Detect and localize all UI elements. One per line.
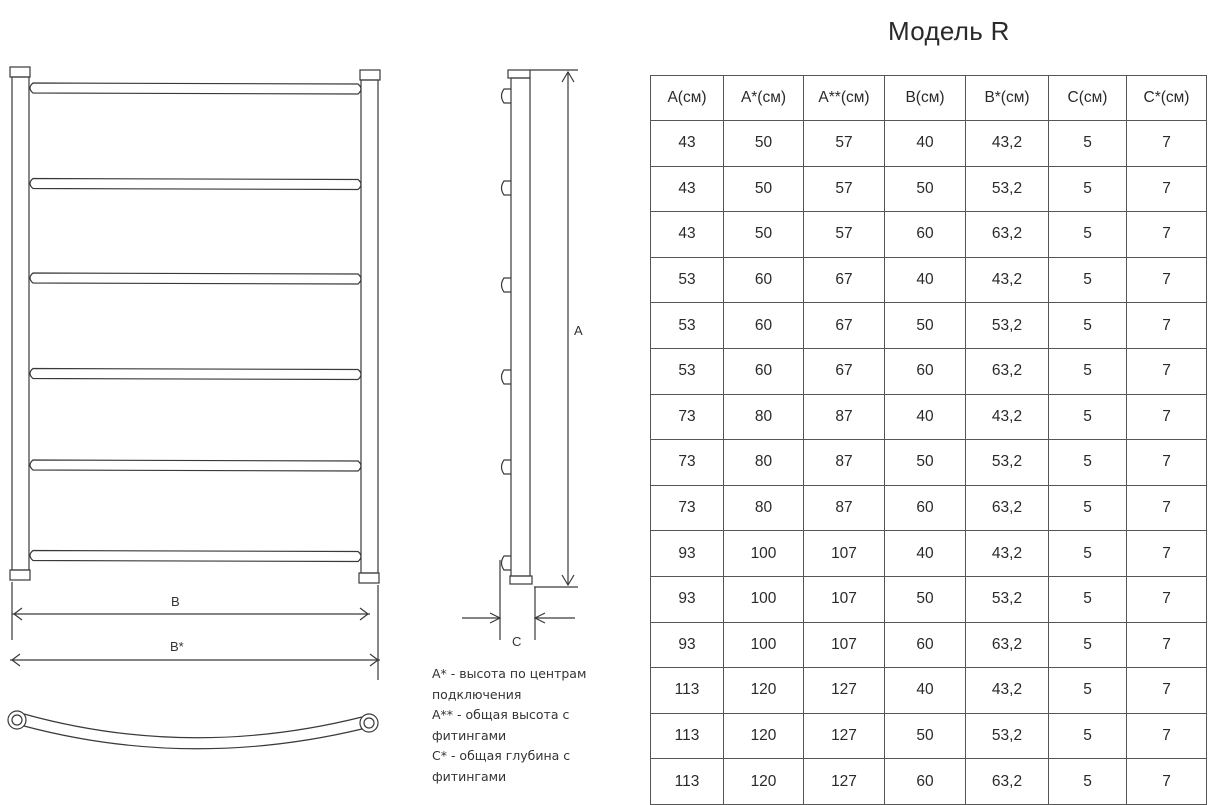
- table-row: [651, 531, 1207, 577]
- table-cell: 5: [1049, 348, 1127, 394]
- right-post-cap-bottom: [359, 573, 379, 583]
- table-cell: 100: [724, 622, 804, 668]
- rung-end: [502, 89, 512, 103]
- table-row: [651, 713, 1207, 759]
- note-c-star: C* - общая глубина с фитингами: [432, 748, 571, 784]
- table-row: [651, 257, 1207, 303]
- table-cell: 40: [885, 394, 966, 440]
- table-cell: 93: [651, 576, 724, 622]
- table-cell: 63,2: [966, 759, 1049, 805]
- table-cell: 60: [885, 622, 966, 668]
- table-cell: 80: [724, 485, 804, 531]
- table-cell: 7: [1127, 485, 1207, 531]
- table-cell: 43,2: [966, 121, 1049, 167]
- table-cell: 127: [804, 713, 885, 759]
- column-header: B(см): [885, 76, 966, 121]
- column-header: C(см): [1049, 76, 1127, 121]
- table-cell: 87: [804, 485, 885, 531]
- rung-end: [502, 556, 512, 570]
- table-cell: 7: [1127, 622, 1207, 668]
- table-cell: 5: [1049, 212, 1127, 258]
- table-cell: 60: [885, 212, 966, 258]
- right-post-cap-top: [360, 70, 380, 80]
- table-cell: 5: [1049, 531, 1127, 577]
- table-cell: 5: [1049, 166, 1127, 212]
- table-cell: 43,2: [966, 394, 1049, 440]
- table-cell: 100: [724, 576, 804, 622]
- table-cell: 80: [724, 440, 804, 486]
- dimension-a-label: A: [574, 323, 583, 338]
- table-cell: 113: [651, 668, 724, 714]
- table-cell: 53,2: [966, 440, 1049, 486]
- table-cell: 107: [804, 622, 885, 668]
- table-cell: 5: [1049, 394, 1127, 440]
- rung: [30, 551, 361, 562]
- dimension-b-label: B: [171, 594, 180, 609]
- table-cell: 5: [1049, 257, 1127, 303]
- rung: [30, 369, 361, 380]
- table-cell: 63,2: [966, 485, 1049, 531]
- table-cell: 50: [885, 166, 966, 212]
- table-cell: 5: [1049, 303, 1127, 349]
- table-cell: 40: [885, 668, 966, 714]
- table-cell: 5: [1049, 485, 1127, 531]
- table-cell: 63,2: [966, 348, 1049, 394]
- table-cell: 5: [1049, 576, 1127, 622]
- table-cell: 7: [1127, 440, 1207, 486]
- table-cell: 7: [1127, 713, 1207, 759]
- table-cell: 40: [885, 531, 966, 577]
- table-cell: 120: [724, 759, 804, 805]
- table-cell: 120: [724, 713, 804, 759]
- column-header: A**(см): [804, 76, 885, 121]
- table-cell: 43: [651, 212, 724, 258]
- table-cell: 40: [885, 257, 966, 303]
- table-cell: 73: [651, 485, 724, 531]
- table-cell: 53,2: [966, 166, 1049, 212]
- column-header: A*(см): [724, 76, 804, 121]
- table-row: [651, 166, 1207, 212]
- table-cell: 7: [1127, 531, 1207, 577]
- model-title: Модель R: [888, 16, 1010, 46]
- rung-end: [502, 460, 512, 474]
- rung: [30, 83, 361, 94]
- table-cell: 60: [724, 303, 804, 349]
- table-cell: 63,2: [966, 622, 1049, 668]
- table-cell: 5: [1049, 668, 1127, 714]
- table-cell: 50: [885, 576, 966, 622]
- table-cell: 57: [804, 212, 885, 258]
- table-cell: 67: [804, 257, 885, 303]
- left-post-cap-top: [10, 67, 30, 77]
- notes: [432, 664, 632, 787]
- table-cell: 7: [1127, 212, 1207, 258]
- table-row: [651, 121, 1207, 167]
- table-cell: 57: [804, 121, 885, 167]
- table-cell: 127: [804, 759, 885, 805]
- table-cell: 7: [1127, 303, 1207, 349]
- table-row: [651, 576, 1207, 622]
- side-post: [511, 78, 530, 576]
- table-cell: 40: [885, 121, 966, 167]
- rung-end: [502, 181, 512, 195]
- column-header: A(см): [651, 76, 724, 121]
- note-a-double-star: A** - общая высота с фитингами: [432, 707, 570, 743]
- table-cell: 43: [651, 166, 724, 212]
- table-cell: 5: [1049, 622, 1127, 668]
- table-row: [651, 303, 1207, 349]
- table-cell: 63,2: [966, 212, 1049, 258]
- table-cell: 87: [804, 394, 885, 440]
- table-cell: 5: [1049, 121, 1127, 167]
- table-row: [651, 485, 1207, 531]
- table-cell: 43: [651, 121, 724, 167]
- dimension-c-label: C: [512, 634, 522, 649]
- front-view: [8, 67, 380, 749]
- table-cell: 60: [885, 485, 966, 531]
- rung-ends: [502, 89, 512, 570]
- rung: [30, 179, 361, 190]
- table-cell: 107: [804, 531, 885, 577]
- table-cell: 50: [885, 303, 966, 349]
- table-cell: 5: [1049, 713, 1127, 759]
- table-cell: 87: [804, 440, 885, 486]
- table-cell: 7: [1127, 394, 1207, 440]
- table-cell: 50: [885, 440, 966, 486]
- table-cell: 113: [651, 759, 724, 805]
- table-cell: 60: [885, 759, 966, 805]
- side-cap-top: [508, 70, 530, 78]
- table-cell: 43,2: [966, 668, 1049, 714]
- dimension-b-total-label: B*: [170, 639, 184, 654]
- table-cell: 43,2: [966, 257, 1049, 303]
- table-cell: 73: [651, 440, 724, 486]
- table-cell: 7: [1127, 257, 1207, 303]
- table-cell: 50: [724, 121, 804, 167]
- table-cell: 73: [651, 394, 724, 440]
- table-cell: 7: [1127, 668, 1207, 714]
- table-cell: 53: [651, 303, 724, 349]
- table-cell: 43,2: [966, 531, 1049, 577]
- table-cell: 53,2: [966, 576, 1049, 622]
- table-cell: 113: [651, 713, 724, 759]
- table-cell: 80: [724, 394, 804, 440]
- side-cap-bottom: [510, 576, 532, 584]
- dimensions-table: [650, 75, 1207, 805]
- rung-end: [502, 278, 512, 292]
- table-cell: 60: [724, 257, 804, 303]
- table-cell: 50: [885, 713, 966, 759]
- table-cell: 60: [885, 348, 966, 394]
- table-row: [651, 440, 1207, 486]
- table-row: [651, 394, 1207, 440]
- table-cell: 120: [724, 668, 804, 714]
- table-cell: 50: [724, 166, 804, 212]
- table-row: [651, 212, 1207, 258]
- table-cell: 93: [651, 531, 724, 577]
- column-header: C*(см): [1127, 76, 1207, 121]
- table-cell: 7: [1127, 576, 1207, 622]
- column-header: B*(см): [966, 76, 1049, 121]
- table-cell: 67: [804, 303, 885, 349]
- table-cell: 50: [724, 212, 804, 258]
- table-row: [651, 759, 1207, 805]
- table-row: [651, 668, 1207, 714]
- table-cell: 7: [1127, 759, 1207, 805]
- table-cell: 107: [804, 576, 885, 622]
- table-body: [651, 121, 1207, 805]
- table-cell: 5: [1049, 759, 1127, 805]
- left-post: [12, 77, 29, 570]
- table-cell: 7: [1127, 166, 1207, 212]
- table-cell: 5: [1049, 440, 1127, 486]
- table-cell: 127: [804, 668, 885, 714]
- table-cell: 7: [1127, 121, 1207, 167]
- right-post: [361, 80, 378, 573]
- table-row: [651, 622, 1207, 668]
- rungs: [30, 83, 361, 562]
- table-cell: 100: [724, 531, 804, 577]
- table-cell: 53,2: [966, 713, 1049, 759]
- table-cell: 93: [651, 622, 724, 668]
- table-cell: 60: [724, 348, 804, 394]
- top-view: [8, 711, 378, 749]
- rung: [30, 273, 361, 284]
- table-cell: 67: [804, 348, 885, 394]
- side-view: [462, 70, 578, 640]
- rung-end: [502, 370, 512, 384]
- table-cell: 53: [651, 348, 724, 394]
- table-cell: 57: [804, 166, 885, 212]
- rung: [30, 460, 361, 471]
- note-a-star: A* - высота по центрам подключения: [432, 666, 587, 702]
- table-cell: 53: [651, 257, 724, 303]
- table-cell: 53,2: [966, 303, 1049, 349]
- table-row: [651, 348, 1207, 394]
- table-cell: 7: [1127, 348, 1207, 394]
- left-post-cap-bottom: [10, 570, 30, 580]
- table-header-row: [651, 76, 1207, 121]
